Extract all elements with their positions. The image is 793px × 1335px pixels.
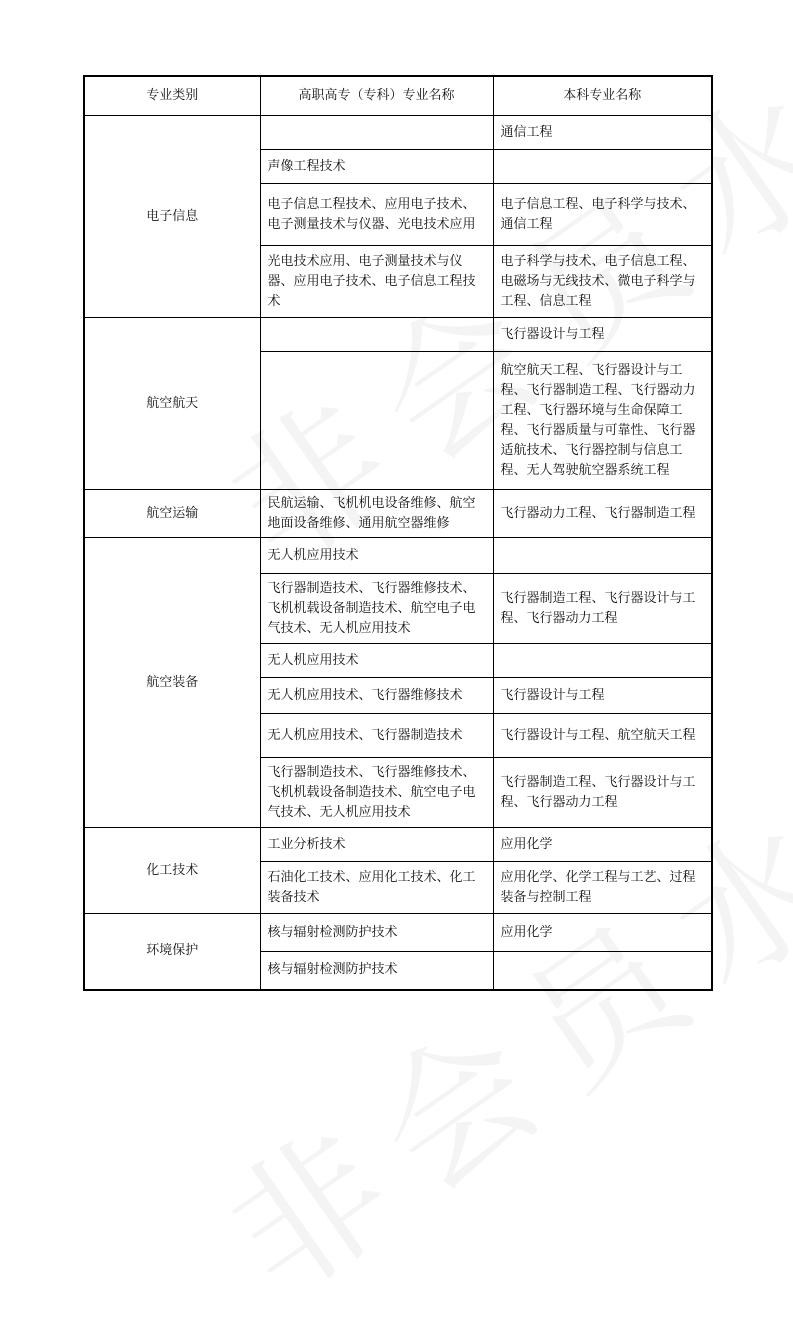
category-cell: 航空装备 bbox=[84, 538, 260, 828]
vocational-cell: 工业分析技术 bbox=[260, 828, 493, 862]
undergrad-cell: 飞行器动力工程、飞行器制造工程 bbox=[493, 490, 712, 538]
vocational-cell: 无人机应用技术 bbox=[260, 644, 493, 678]
undergrad-cell bbox=[493, 952, 712, 990]
undergrad-cell: 飞行器设计与工程 bbox=[493, 318, 712, 352]
vocational-cell: 无人机应用技术 bbox=[260, 538, 493, 574]
undergrad-cell: 应用化学 bbox=[493, 914, 712, 952]
category-cell: 航空运输 bbox=[84, 490, 260, 538]
table-row bbox=[84, 914, 712, 952]
category-cell: 化工技术 bbox=[84, 828, 260, 914]
vocational-cell: 光电技术应用、电子测量技术与仪器、应用电子技术、电子信息工程技术 bbox=[260, 246, 493, 318]
undergrad-cell bbox=[493, 644, 712, 678]
undergrad-cell: 应用化学 bbox=[493, 828, 712, 862]
vocational-cell: 飞行器制造技术、飞行器维修技术、飞机机载设备制造技术、航空电子电气技术、无人机应用技术 bbox=[260, 758, 493, 828]
vocational-cell bbox=[260, 352, 493, 490]
undergrad-cell: 飞行器制造工程、飞行器设计与工程、飞行器动力工程 bbox=[493, 758, 712, 828]
table-header-row bbox=[84, 76, 712, 116]
vocational-cell: 核与辐射检测防护技术 bbox=[260, 952, 493, 990]
undergrad-cell: 飞行器设计与工程、航空航天工程 bbox=[493, 714, 712, 758]
table-row bbox=[84, 828, 712, 862]
undergrad-cell: 飞行器制造工程、飞行器设计与工程、飞行器动力工程 bbox=[493, 574, 712, 644]
vocational-cell: 民航运输、飞机机电设备维修、航空地面设备维修、通用航空器维修 bbox=[260, 490, 493, 538]
header-category: 专业类别 bbox=[84, 76, 260, 116]
category-cell: 航空航天 bbox=[84, 318, 260, 490]
undergrad-cell: 电子信息工程、电子科学与技术、通信工程 bbox=[493, 184, 712, 246]
undergrad-cell: 电子科学与技术、电子信息工程、电磁场与无线技术、微电子科学与工程、信息工程 bbox=[493, 246, 712, 318]
header-undergrad-major: 本科专业名称 bbox=[493, 76, 712, 116]
vocational-cell: 核与辐射检测防护技术 bbox=[260, 914, 493, 952]
vocational-cell bbox=[260, 318, 493, 352]
vocational-cell: 无人机应用技术、飞行器制造技术 bbox=[260, 714, 493, 758]
vocational-cell: 石油化工技术、应用化工技术、化工装备技术 bbox=[260, 862, 493, 914]
header-vocational-major: 高职高专（专科）专业名称 bbox=[260, 76, 493, 116]
undergrad-cell: 通信工程 bbox=[493, 116, 712, 150]
category-cell: 电子信息 bbox=[84, 116, 260, 318]
vocational-cell: 飞行器制造技术、飞行器维修技术、飞机机载设备制造技术、航空电子电气技术、无人机应用技术 bbox=[260, 574, 493, 644]
table-row bbox=[84, 318, 712, 352]
undergrad-cell: 航空航天工程、飞行器设计与工程、飞行器制造工程、飞行器动力工程、飞行器环境与生命保障工程、飞行器质量与可靠性、飞行器适航技术、飞行器控制与信息工程、无人驾驶航空器系统工程 bbox=[493, 352, 712, 490]
undergrad-cell bbox=[493, 538, 712, 574]
undergrad-cell: 飞行器设计与工程 bbox=[493, 678, 712, 714]
undergrad-cell bbox=[493, 150, 712, 184]
undergrad-cell: 应用化学、化学工程与工艺、过程装备与控制工程 bbox=[493, 862, 712, 914]
vocational-cell: 声像工程技术 bbox=[260, 150, 493, 184]
major-correspondence-table bbox=[83, 75, 713, 991]
table-row bbox=[84, 490, 712, 538]
table-row bbox=[84, 116, 712, 150]
table-row bbox=[84, 538, 712, 574]
vocational-cell bbox=[260, 116, 493, 150]
vocational-cell: 无人机应用技术、飞行器维修技术 bbox=[260, 678, 493, 714]
vocational-cell: 电子信息工程技术、应用电子技术、电子测量技术与仪器、光电技术应用 bbox=[260, 184, 493, 246]
category-cell: 环境保护 bbox=[84, 914, 260, 990]
